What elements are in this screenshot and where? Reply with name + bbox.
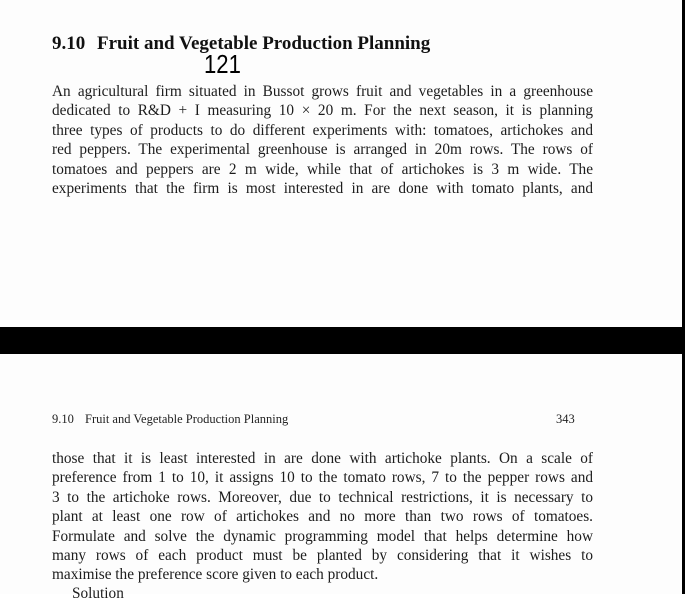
paragraph-line: maximise the preference score given to each product. bbox=[52, 566, 379, 584]
paragraph-line: those that it is least interested in are done with artichoke plants. On a scale of bbox=[52, 450, 593, 467]
section-number: 9.10 bbox=[52, 33, 86, 54]
paragraph-line: experiments that the firm is most interested in are done with tomato plants, and bbox=[52, 179, 593, 197]
section-title-text: Fruit and Vegetable Production Planning bbox=[97, 33, 431, 54]
paragraph-line: Formulate and solve the dynamic programming model that helps determine how bbox=[52, 527, 593, 545]
handwritten-annotation: 121 bbox=[204, 49, 241, 79]
section-title bbox=[52, 32, 430, 56]
paragraph-line: 3 to the artichoke rows. Moreover, due to technical restrictions, it is necessary to bbox=[52, 488, 593, 506]
paragraph-line: many rows of each product must be planted by considering that it wishes to bbox=[52, 546, 593, 564]
paragraph-line: three types of products to do different experiments with: tomatoes, artichokes and bbox=[52, 121, 593, 139]
running-header-title: Fruit and Vegetable Production Planning bbox=[85, 412, 289, 426]
paragraph-line: plant at least one row of artichokes and no more than two rows of tomatoes. bbox=[52, 508, 593, 526]
problem-paragraph-part-2 bbox=[52, 449, 593, 585]
running-header bbox=[52, 411, 566, 427]
solution-heading: Solution bbox=[72, 585, 124, 602]
paragraph-line: red peppers. The experimental greenhouse is arranged in 20m rows. The rows of bbox=[52, 141, 593, 159]
paragraph-line: tomatoes and peppers are 2 m wide, while that of artichokes is 3 m wide. The bbox=[52, 160, 593, 178]
problem-paragraph-part-1 bbox=[52, 82, 593, 198]
paragraph-line: dedicated to R&D + I measuring 10 × 20 m. For the next season, it is planning bbox=[52, 102, 593, 120]
page-divider-band bbox=[0, 327, 685, 354]
paragraph-line: preference from 1 to 10, it assigns 10 to the tomato rows, 7 to the pepper rows and bbox=[52, 469, 593, 487]
running-header-section-number: 9.10 bbox=[52, 412, 74, 426]
paragraph-line: An agricultural firm situated in Bussot grows fruit and vegetables in a greenhouse bbox=[52, 83, 593, 100]
page-number: 343 bbox=[556, 412, 575, 426]
